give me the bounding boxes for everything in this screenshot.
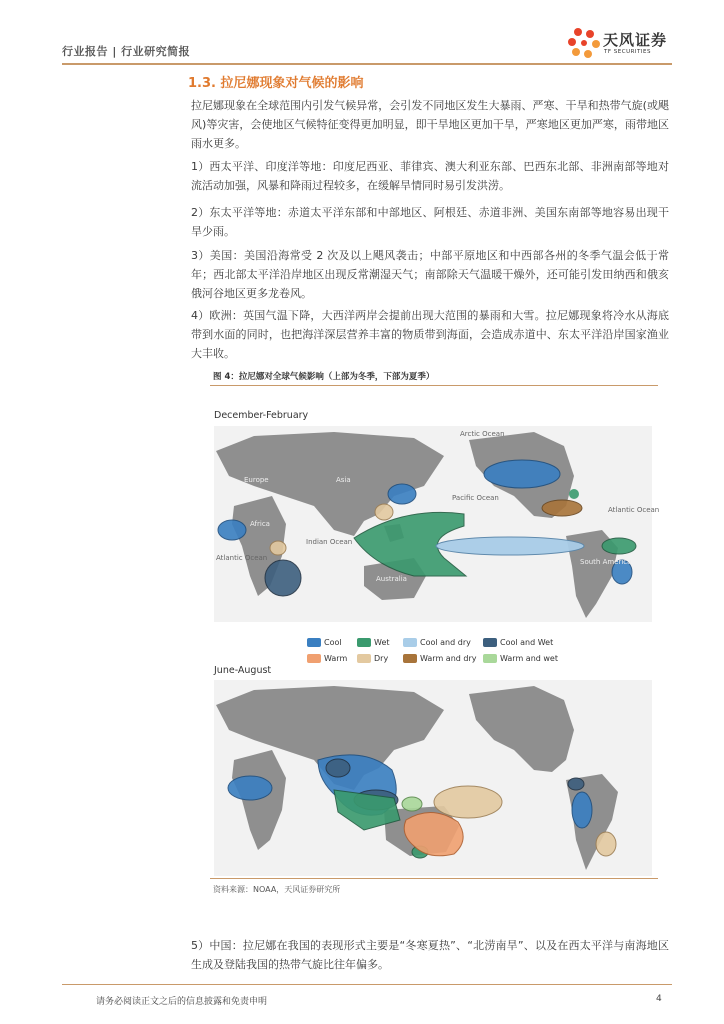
asia-label: Asia: [336, 476, 351, 484]
list-item: 2）东太平洋等地：赤道太平洋东部和中部地区、阿根廷、赤道非洲、美国东南部等地容易出现干旱少雨。: [191, 206, 669, 238]
legend-item: Warm and dry: [403, 654, 476, 663]
arctic-label: Arctic Ocean: [460, 430, 505, 438]
map-legend: [307, 636, 567, 670]
zone-cool-na: [484, 460, 560, 488]
figure-source: 资料来源：NOAA，天风证券研究所: [213, 885, 341, 894]
list-item: 4）欧洲：英国气温下降，大西洋两岸会提前出现大范围的暴雨和大雪。拉尼娜现象将冷水从海底带到水面的同时，也把海洋深层营养丰富的物质带到海面，会造成赤道中、东太平洋沿岸国家渔业大丰收。: [191, 309, 669, 360]
zone-warmdry-us: [542, 500, 582, 516]
legend-item: Wet: [357, 638, 390, 647]
legend-swatch: [483, 638, 497, 647]
logo-mark-icon: [566, 24, 602, 62]
atlantic-right-label: Atlantic Ocean: [608, 506, 660, 514]
legend-swatch: [307, 654, 321, 663]
legend-item: Dry: [357, 654, 388, 663]
legend-swatch: [403, 654, 417, 663]
zone-cool-africa: [228, 776, 272, 800]
report-category: 行业报告 | 行业研究简报: [62, 45, 191, 58]
intro-paragraph: 拉尼娜现象在全球范围内引发气候异常，会引发不同地区发生大暴雨、严寒、干旱和热带气旋(或飓风)等灾害，会使地区气候特征变得更加明显，即干旱地区更加干旱，严寒地区更加严寒，雨带地区雨水更多。: [191, 99, 669, 150]
zone-dry-eafrica: [270, 541, 286, 555]
zone-cooldry-pacific: [436, 537, 584, 555]
logo-subtext: TF SECURITIES: [604, 49, 651, 55]
figure-bottom-rule: [210, 878, 658, 879]
australia-label: Australia: [376, 575, 407, 583]
figure-top-rule: [210, 385, 658, 386]
legend-swatch: [307, 638, 321, 647]
zone-dry-argentina: [596, 832, 616, 856]
zone-cool-chile: [572, 792, 592, 828]
indian-ocean-label: Indian Ocean: [306, 538, 353, 546]
legend-item: Cool and Wet: [483, 638, 553, 647]
header-divider: [62, 63, 672, 65]
zone-cool-asia: [388, 484, 416, 504]
list-item: 3）美国：美国沿海常受 2 次及以上飓风袭击；中部平原地区和中西部各州的冬季气温会低于常年；西北部太平洋沿岸地区出现反常潮湿天气；南部除天气温暖干燥外，还可能引发田纳西和俄亥俄河谷地区更多龙卷风。: [191, 249, 669, 300]
zone-dry-china: [375, 504, 393, 520]
china-paragraph: 5）中国：拉尼娜在我国的表现形式主要是“冬寒夏热”、“北涝南旱”、以及在西太平洋与南海地区生成及登陆我国的热带气旋比往年偏多。: [191, 939, 669, 971]
legend-item: Cool and dry: [403, 638, 471, 647]
page-number: 4: [656, 994, 662, 1004]
atlantic-left-label: Atlantic Ocean: [216, 554, 268, 562]
legend-item: Warm and wet: [483, 654, 558, 663]
legend-swatch: [403, 638, 417, 647]
zone-warmwet-png: [402, 797, 422, 811]
legend-swatch: [357, 638, 371, 647]
legend-swatch: [483, 654, 497, 663]
zone-cool-africa: [218, 520, 246, 540]
zone-coolwet-china: [326, 759, 350, 777]
zone-coolwet-peru: [568, 778, 584, 790]
legend-item: Cool: [307, 638, 342, 647]
legend-swatch: [357, 654, 371, 663]
summer-map: [214, 680, 652, 876]
company-logo: [566, 24, 676, 62]
africa-label: Africa: [250, 520, 270, 528]
south-america-label: South America: [580, 558, 632, 566]
zone-wet-us: [569, 489, 579, 499]
figure-caption: 图 4：拉尼娜对全球气候影响（上部为冬季，下部为夏季）: [213, 372, 435, 382]
zone-wet-brazil: [602, 538, 636, 554]
section-title: 1.3. 拉尼娜现象对气候的影响: [188, 76, 364, 91]
winter-label: December-February: [214, 410, 309, 421]
footer-disclaimer: 请务必阅读正文之后的信息披露和免责申明: [96, 997, 268, 1007]
zone-coolwet-safrica: [265, 560, 301, 596]
pacific-ocean-label: Pacific Ocean: [452, 494, 499, 502]
winter-map: [214, 426, 660, 622]
legend-item: Warm: [307, 654, 347, 663]
logo-text: 天风证券: [603, 31, 668, 49]
summer-label: June-August: [214, 665, 272, 676]
list-item: 1）西太平洋、印度洋等地：印度尼西亚、菲律宾、澳大利亚东部、巴西东北部、非洲南部等地对流活动加强，风暴和降雨过程较多，在缓解旱情同时易引发洪涝。: [191, 160, 669, 192]
footer-divider: [62, 984, 672, 985]
zone-dry-pacific: [434, 786, 502, 818]
europe-label: Europe: [244, 476, 269, 484]
